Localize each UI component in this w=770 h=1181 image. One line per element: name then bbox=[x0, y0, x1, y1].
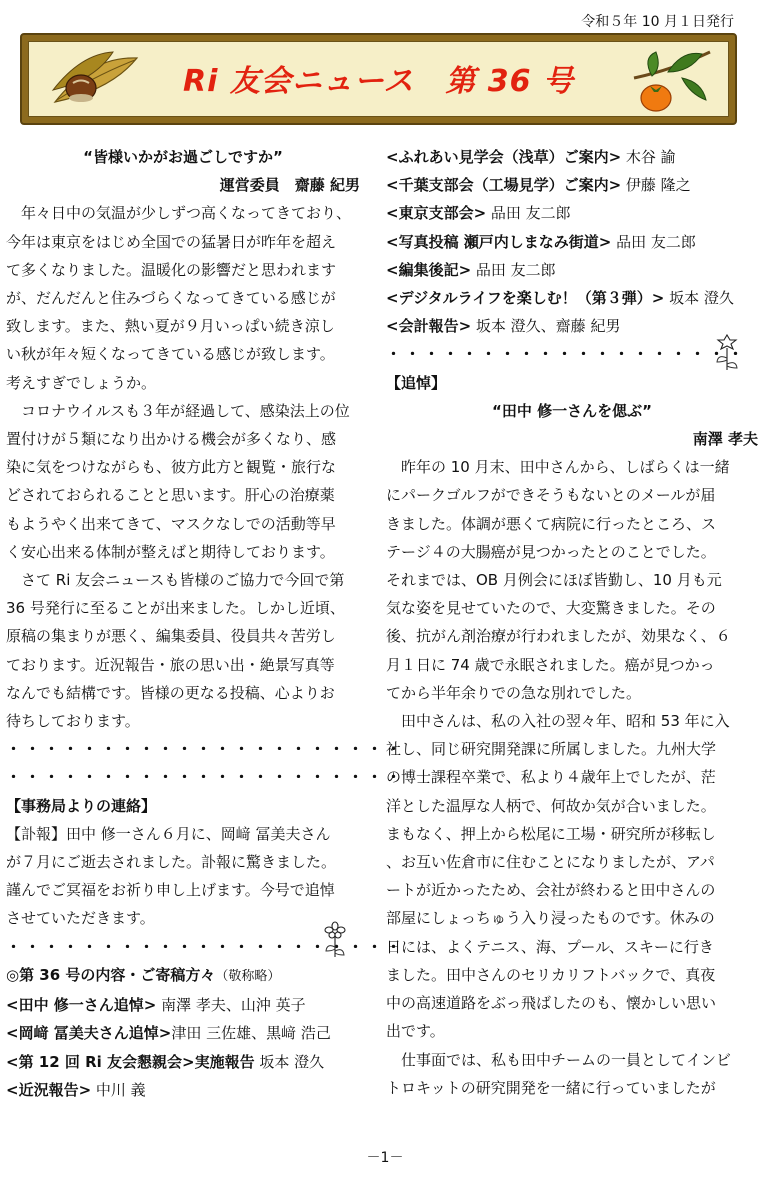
contents-item-author: 伊藤 隆之 bbox=[621, 176, 691, 195]
greeting-line: もようやく出来てきて、マスクなしでの活動等早 bbox=[6, 514, 336, 533]
newsletter-banner bbox=[20, 33, 737, 125]
office-line: 【訃報】田中 修一さん６月に、岡﨑 冨美夫さん bbox=[6, 824, 331, 843]
greeting-line: 置付けが５類になり出かける機会が多くなり、感 bbox=[6, 430, 337, 449]
memorial-line: 日には、よくテニス、海、プール、スキーに行き bbox=[386, 937, 714, 956]
memorial-line: 後、抗がん剤治療が行われましたが、効果なく、６ bbox=[386, 627, 731, 646]
greeting-line: い秋が年々短くなってきている感じが致します。 bbox=[6, 345, 335, 364]
greeting-title: “皆様いかがお過ごしですか” bbox=[83, 148, 283, 166]
memorial-line: テージ４の大腸癌が見つかったとのことでした。 bbox=[386, 542, 716, 561]
contents-item bbox=[386, 199, 758, 227]
issue-date: 令和５年 10 月１日発行 bbox=[581, 14, 734, 30]
contents-item-title: <ふれあい見学会（浅草）ご案内> bbox=[386, 148, 622, 166]
dotted-divider: ・・・・・・・・・・・・・・・・・・・・・ bbox=[6, 937, 406, 956]
greeting-line: 致します。また、熱い夏が９月いっぱい続き涼し bbox=[6, 317, 335, 336]
greeting-line: て多くなりました。温暖化の影響だと思われます bbox=[6, 260, 337, 279]
contents-item-author: 坂本 澄久 bbox=[254, 1052, 325, 1071]
memorial-line: トロキットの研究開発を一緒に行っていましたが bbox=[386, 1078, 716, 1097]
dotted-divider: ・・・・・・・・・・・・・・・・・・・・・ bbox=[6, 740, 406, 759]
newsletter-title: Ri 友会ニュース 第 36 号 bbox=[183, 64, 574, 99]
contents-item-author: 品田 友二郎 bbox=[471, 260, 556, 279]
memorial-line: 月１日に 74 歳で永眠されました。癌が見つかっ bbox=[386, 655, 715, 674]
contents-item bbox=[386, 171, 758, 199]
contents-item-author: 品田 友二郎 bbox=[486, 204, 571, 223]
contents-item-title: <編集後記> bbox=[386, 260, 472, 279]
memorial-line: 社し、同じ研究開発課に所属しました。九州大学 bbox=[386, 740, 717, 759]
memorial-heading: 【追悼】 bbox=[386, 373, 447, 392]
contents-item-title: <近況報告> bbox=[6, 1080, 92, 1099]
memorial-line: 部屋にしょっちゅう入り浸ったものです。休みの bbox=[386, 909, 715, 928]
contents-item bbox=[6, 1076, 360, 1104]
memorial-line: 気な姿を見せていたので、大変驚きました。その bbox=[386, 599, 716, 618]
page-number: －1－ bbox=[366, 1150, 404, 1166]
contents-title: ◎第 36 号の内容・ご寄稿方々 bbox=[6, 965, 216, 984]
contents-item-author: 坂本 澄久 bbox=[664, 289, 734, 308]
contents-item bbox=[386, 284, 758, 312]
memorial-title: “田中 修一さんを偲ぶ” bbox=[492, 401, 652, 420]
contents-item-author: 津田 三佐雄、黒﨑 浩己 bbox=[171, 1024, 331, 1043]
greeting-line: 原稿の集まりが悪く、編集委員、役員共々苦労し bbox=[6, 627, 336, 646]
contents-item-author: 坂本 澄久、齋藤 紀男 bbox=[471, 317, 621, 336]
contents-item-author: 南澤 孝夫、山沖 英子 bbox=[156, 996, 306, 1015]
right-column bbox=[386, 143, 758, 1102]
memorial-line: にパークゴルフができそうもないとのメールが届 bbox=[386, 486, 716, 505]
contents-item bbox=[386, 256, 758, 284]
persimmon-branch-icon bbox=[632, 48, 712, 114]
greeting-line: ております。近況報告・旅の思い出・絶景写真等 bbox=[6, 655, 335, 674]
memorial-line: ました。田中さんのセリカリフトバックで、真夜 bbox=[386, 965, 716, 984]
contents-item-title: <写真投稿 瀬戸内しまなみ街道> bbox=[386, 232, 612, 251]
memorial-line: 田中さんは、私の入社の翌々年、昭和 53 年に入 bbox=[401, 712, 730, 731]
contents-item bbox=[6, 1048, 360, 1076]
office-line: 謹んでご冥福をお祈り申し上げます。今号で追悼 bbox=[6, 881, 335, 900]
contents-item-title: <会計報告> bbox=[386, 317, 472, 336]
contents-item-title: <千葉支部会（工場見学）ご案内> bbox=[386, 176, 622, 195]
greeting-author: 運営委員 齋藤 紀男 bbox=[219, 176, 360, 195]
contents-item-author: 品田 友二郎 bbox=[611, 232, 696, 251]
memorial-author: 南澤 孝夫 bbox=[692, 430, 758, 449]
contents-item-author: 中川 義 bbox=[91, 1080, 146, 1099]
flower-icon bbox=[714, 334, 740, 372]
memorial-line: 昨年の 10 月末、田中さんから、しばらくは一緒 bbox=[401, 458, 730, 477]
contents-item bbox=[386, 143, 758, 171]
contents-item bbox=[6, 991, 360, 1019]
contents-note: （敬称略） bbox=[215, 968, 281, 984]
memorial-line: きました。体調が悪くて病院に行ったところ、ス bbox=[386, 514, 717, 533]
office-section-title: 【事務局よりの連絡】 bbox=[6, 796, 157, 815]
contents-item-author: 木谷 諭 bbox=[621, 148, 676, 166]
memorial-line: まもなく、押上から松尾に工場・研究所が移転し bbox=[386, 824, 716, 843]
greeting-line: 36 号発行に至ることが出来ました。しかし近頃、 bbox=[6, 599, 345, 618]
contents-item-title: <デジタルライフを楽しむ！（第３弾）> bbox=[386, 289, 665, 308]
banner-inner bbox=[28, 41, 729, 117]
contents-item-title: <第 12 回 Ri 友会懇親会>実施報告 bbox=[6, 1052, 255, 1071]
greeting-line: 年々日中の気温が少しずつ高くなってきており、 bbox=[21, 204, 352, 223]
dotted-divider: ・・・・・・・・・・・・・・・・・・・ bbox=[386, 345, 748, 364]
contents-item bbox=[6, 1019, 360, 1047]
contents-item bbox=[386, 228, 758, 256]
memorial-line: の博士課程卒業で、私より４歳年上でしたが、茫 bbox=[386, 768, 716, 787]
greeting-line: が、だんだんと住みづらくなってきている感じが bbox=[6, 289, 336, 308]
memorial-line: 中の高速道路をぶっ飛ばしたのも、懐かしい思い bbox=[386, 994, 717, 1013]
office-line: させていただきます。 bbox=[6, 909, 155, 928]
greeting-line: 待ちしております。 bbox=[6, 712, 140, 731]
memorial-line: ートが近かったため、会社が終わると田中さんの bbox=[386, 881, 716, 900]
contents-item bbox=[386, 312, 758, 340]
divider-with-flower bbox=[6, 933, 406, 961]
memorial-line: てから半年余りでの急な別れでした。 bbox=[386, 683, 642, 702]
left-column bbox=[6, 143, 406, 1104]
greeting-line: 今年は東京をはじめ全国での猛暑日が昨年を超え bbox=[6, 232, 337, 251]
greeting-line: コロナウイルスも３年が経過して、感染法上の位 bbox=[21, 401, 350, 420]
office-line: が７月にご逝去されました。訃報に驚きました。 bbox=[6, 853, 337, 872]
greeting-line: さて Ri 友会ニュースも皆様のご協力で今回で第 bbox=[21, 571, 345, 590]
greeting-line: どされておられることと思います。肝心の治療薬 bbox=[6, 486, 335, 505]
divider-with-flower bbox=[386, 340, 758, 368]
greeting-line: 考えすぎでしょうか。 bbox=[6, 373, 157, 392]
contents-item-title: <岡﨑 冨美夫さん追悼> bbox=[6, 1024, 172, 1043]
dotted-divider: ・・・・・・・・・・・・・・・・・・・・・ bbox=[6, 768, 406, 787]
memorial-line: 仕事面では、私も田中チームの一員としてインビ bbox=[401, 1050, 732, 1069]
greeting-line: く安心出来る体制が整えばと期待しております。 bbox=[6, 542, 335, 561]
memorial-line: 出です。 bbox=[386, 1022, 445, 1041]
memorial-line: それまでは、OB 月例会にほぼ皆勤し、10 月も元 bbox=[386, 571, 722, 590]
contents-heading bbox=[6, 961, 360, 991]
memorial-line: 、お互い佐倉市に住むことになりましたが、アパ bbox=[386, 853, 715, 872]
flower-icon bbox=[322, 921, 348, 959]
memorial-line: 洋とした温厚な人柄で、何故か気が合いました。 bbox=[386, 796, 716, 815]
greeting-line: 染に気をつけながらも、彼方此方と観覧・旅行な bbox=[6, 458, 337, 477]
greeting-line: なんでも結構です。皆様の更なる投稿、心よりお bbox=[6, 683, 335, 702]
contents-item-title: <田中 修一さん追悼> bbox=[6, 996, 157, 1015]
contents-item-title: <東京支部会> bbox=[386, 204, 487, 223]
